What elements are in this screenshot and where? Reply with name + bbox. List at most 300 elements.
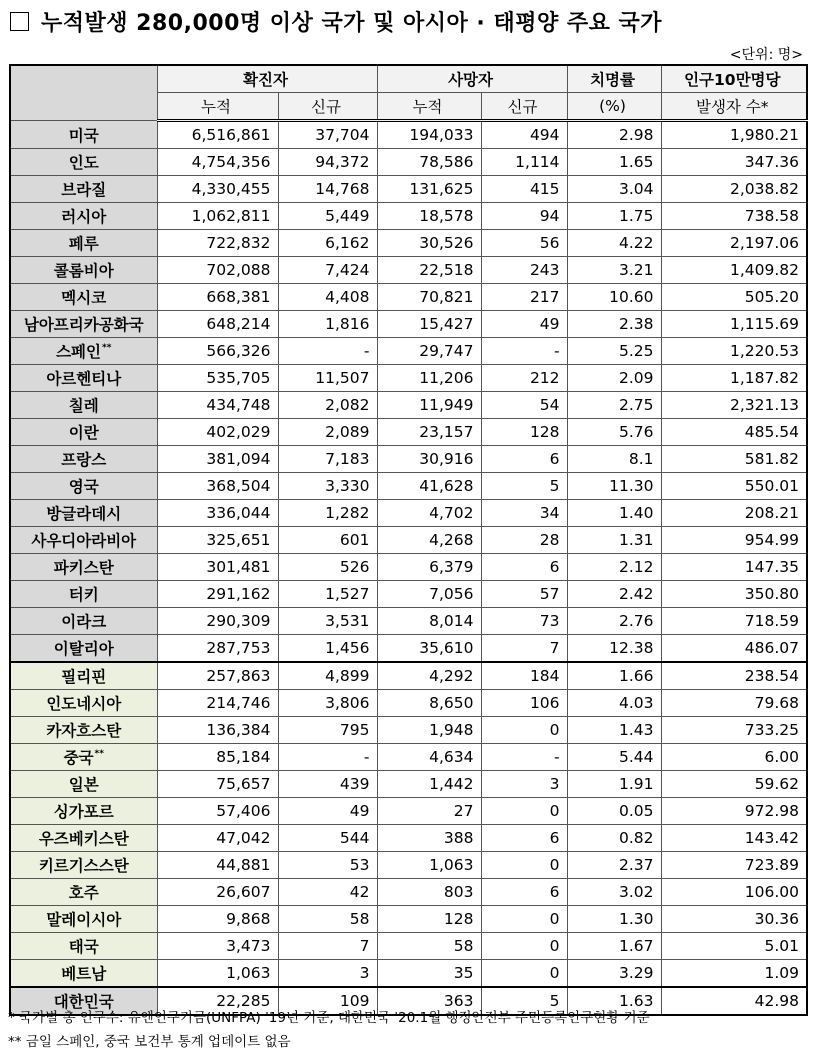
table-row bbox=[10, 500, 807, 527]
country-cell bbox=[10, 933, 157, 960]
confirmed-cumulative-cell: 4,754,356 bbox=[157, 149, 278, 176]
header-fatality-rate: 치명률 bbox=[567, 65, 661, 93]
country-name: 중국 bbox=[63, 749, 94, 767]
per100k-cell: 5.01 bbox=[661, 933, 807, 960]
country-name: 영국 bbox=[68, 478, 99, 496]
confirmed-cumulative-cell: 702,088 bbox=[157, 257, 278, 284]
deaths-cumulative-cell: 4,702 bbox=[377, 500, 481, 527]
confirmed-new-cell: 109 bbox=[278, 987, 377, 1015]
confirmed-cumulative-cell: 22,285 bbox=[157, 987, 278, 1015]
header-confirmed: 확진자 bbox=[157, 65, 377, 93]
fatality-rate-cell: 3.04 bbox=[567, 176, 661, 203]
confirmed-new-cell: 58 bbox=[278, 906, 377, 933]
confirmed-new-cell: 544 bbox=[278, 825, 377, 852]
confirmed-new-cell: 2,089 bbox=[278, 419, 377, 446]
country-cell bbox=[10, 717, 157, 744]
country-cell bbox=[10, 257, 157, 284]
confirmed-new-cell: 94,372 bbox=[278, 149, 377, 176]
table-row bbox=[10, 311, 807, 338]
confirmed-new-cell: 6,162 bbox=[278, 230, 377, 257]
deaths-cumulative-cell: 1,442 bbox=[377, 771, 481, 798]
country-cell bbox=[10, 365, 157, 392]
country-cell bbox=[10, 960, 157, 988]
fatality-rate-cell: 0.82 bbox=[567, 825, 661, 852]
confirmed-cumulative-cell: 722,832 bbox=[157, 230, 278, 257]
table-row bbox=[10, 473, 807, 500]
confirmed-cumulative-cell: 535,705 bbox=[157, 365, 278, 392]
confirmed-cumulative-cell: 4,330,455 bbox=[157, 176, 278, 203]
deaths-new-cell: 5 bbox=[481, 987, 567, 1015]
country-cell bbox=[10, 798, 157, 825]
header-deaths: 사망자 bbox=[377, 65, 567, 93]
per100k-cell: 350.80 bbox=[661, 581, 807, 608]
deaths-cumulative-cell: 7,056 bbox=[377, 581, 481, 608]
confirmed-cumulative-cell: 3,473 bbox=[157, 933, 278, 960]
country-cell bbox=[10, 554, 157, 581]
deaths-cumulative-cell: 8,650 bbox=[377, 690, 481, 717]
fatality-rate-cell: 2.42 bbox=[567, 581, 661, 608]
per100k-cell: 581.82 bbox=[661, 446, 807, 473]
confirmed-cumulative-cell: 47,042 bbox=[157, 825, 278, 852]
confirmed-cumulative-cell: 291,162 bbox=[157, 581, 278, 608]
deaths-new-cell: 0 bbox=[481, 852, 567, 879]
country-name: 이탈리아 bbox=[53, 640, 114, 658]
fatality-rate-cell: 4.03 bbox=[567, 690, 661, 717]
country-name: 아르헨티나 bbox=[46, 370, 122, 388]
fatality-rate-cell: 0.05 bbox=[567, 798, 661, 825]
confirmed-new-cell: 3 bbox=[278, 960, 377, 988]
country-cell bbox=[10, 852, 157, 879]
country-name: 스페인 bbox=[56, 343, 101, 361]
confirmed-new-cell: 7,424 bbox=[278, 257, 377, 284]
per100k-cell: 106.00 bbox=[661, 879, 807, 906]
per100k-cell: 2,197.06 bbox=[661, 230, 807, 257]
confirmed-cumulative-cell: 434,748 bbox=[157, 392, 278, 419]
country-name: 말레이시아 bbox=[46, 911, 122, 929]
deaths-new-cell: 243 bbox=[481, 257, 567, 284]
country-cell bbox=[10, 284, 157, 311]
deaths-cumulative-cell: 131,625 bbox=[377, 176, 481, 203]
fatality-rate-cell: 2.09 bbox=[567, 365, 661, 392]
covid-country-table bbox=[9, 64, 808, 1016]
deaths-cumulative-cell: 58 bbox=[377, 933, 481, 960]
confirmed-new-cell: 4,899 bbox=[278, 662, 377, 690]
deaths-new-cell: 494 bbox=[481, 121, 567, 149]
country-cell bbox=[10, 771, 157, 798]
country-name: 러시아 bbox=[61, 208, 107, 226]
deaths-cumulative-cell: 6,379 bbox=[377, 554, 481, 581]
table-row bbox=[10, 690, 807, 717]
country-name: 인도 bbox=[68, 154, 99, 172]
country-name: 싱가포르 bbox=[53, 803, 114, 821]
table-row bbox=[10, 852, 807, 879]
header-fatality-rate-unit: (%) bbox=[567, 93, 661, 121]
confirmed-cumulative-cell: 85,184 bbox=[157, 744, 278, 771]
per100k-cell: 505.20 bbox=[661, 284, 807, 311]
table-row bbox=[10, 662, 807, 690]
fatality-rate-cell: 3.21 bbox=[567, 257, 661, 284]
confirmed-new-cell: 4,408 bbox=[278, 284, 377, 311]
confirmed-cumulative-cell: 402,029 bbox=[157, 419, 278, 446]
confirmed-cumulative-cell: 257,863 bbox=[157, 662, 278, 690]
per100k-cell: 485.54 bbox=[661, 419, 807, 446]
footnote-no-update: ** 금일 스페인, 중국 보건부 통계 업데이트 없음 bbox=[8, 1034, 291, 1050]
confirmed-new-cell: 3,531 bbox=[278, 608, 377, 635]
fatality-rate-cell: 1.67 bbox=[567, 933, 661, 960]
fatality-rate-cell: 1.66 bbox=[567, 662, 661, 690]
country-cell bbox=[10, 311, 157, 338]
country-cell bbox=[10, 203, 157, 230]
deaths-cumulative-cell: 70,821 bbox=[377, 284, 481, 311]
per100k-cell: 723.89 bbox=[661, 852, 807, 879]
fatality-rate-cell: 1.43 bbox=[567, 717, 661, 744]
confirmed-cumulative-cell: 26,607 bbox=[157, 879, 278, 906]
per100k-cell: 1,980.21 bbox=[661, 121, 807, 149]
deaths-new-cell: 217 bbox=[481, 284, 567, 311]
corner-header-cell bbox=[10, 65, 157, 121]
confirmed-cumulative-cell: 57,406 bbox=[157, 798, 278, 825]
country-name: 브라질 bbox=[61, 181, 107, 199]
table-row bbox=[10, 635, 807, 663]
deaths-new-cell: 5 bbox=[481, 473, 567, 500]
confirmed-new-cell: 795 bbox=[278, 717, 377, 744]
deaths-cumulative-cell: 128 bbox=[377, 906, 481, 933]
confirmed-new-cell: 526 bbox=[278, 554, 377, 581]
table-row bbox=[10, 203, 807, 230]
fatality-rate-cell: 2.37 bbox=[567, 852, 661, 879]
fatality-rate-cell: 2.75 bbox=[567, 392, 661, 419]
footnote-mark: ** bbox=[102, 343, 112, 353]
per100k-cell: 2,321.13 bbox=[661, 392, 807, 419]
table-row bbox=[10, 365, 807, 392]
deaths-cumulative-cell: 27 bbox=[377, 798, 481, 825]
confirmed-new-cell: - bbox=[278, 338, 377, 365]
table-row bbox=[10, 419, 807, 446]
country-cell bbox=[10, 879, 157, 906]
deaths-cumulative-cell: 194,033 bbox=[377, 121, 481, 149]
deaths-cumulative-cell: 41,628 bbox=[377, 473, 481, 500]
country-name: 방글라데시 bbox=[46, 505, 122, 523]
per100k-cell: 1,115.69 bbox=[661, 311, 807, 338]
deaths-cumulative-cell: 1,063 bbox=[377, 852, 481, 879]
deaths-cumulative-cell: 803 bbox=[377, 879, 481, 906]
deaths-new-cell: 7 bbox=[481, 635, 567, 663]
deaths-new-cell: 54 bbox=[481, 392, 567, 419]
confirmed-cumulative-cell: 336,044 bbox=[157, 500, 278, 527]
header-deaths-cumulative: 누적 bbox=[377, 93, 481, 121]
per100k-cell: 972.98 bbox=[661, 798, 807, 825]
deaths-cumulative-cell: 11,949 bbox=[377, 392, 481, 419]
deaths-cumulative-cell: 29,747 bbox=[377, 338, 481, 365]
table-row bbox=[10, 338, 807, 365]
per100k-cell: 486.07 bbox=[661, 635, 807, 663]
header-deaths-new: 신규 bbox=[481, 93, 567, 121]
country-cell bbox=[10, 581, 157, 608]
confirmed-cumulative-cell: 44,881 bbox=[157, 852, 278, 879]
confirmed-cumulative-cell: 6,516,861 bbox=[157, 121, 278, 149]
table-row bbox=[10, 554, 807, 581]
per100k-cell: 238.54 bbox=[661, 662, 807, 690]
country-cell bbox=[10, 690, 157, 717]
table-row bbox=[10, 771, 807, 798]
table-row bbox=[10, 798, 807, 825]
deaths-new-cell: 415 bbox=[481, 176, 567, 203]
per100k-cell: 208.21 bbox=[661, 500, 807, 527]
confirmed-cumulative-cell: 648,214 bbox=[157, 311, 278, 338]
country-name: 대한민국 bbox=[53, 993, 114, 1011]
deaths-new-cell: 49 bbox=[481, 311, 567, 338]
confirmed-cumulative-cell: 368,504 bbox=[157, 473, 278, 500]
deaths-new-cell: 6 bbox=[481, 446, 567, 473]
fatality-rate-cell: 5.76 bbox=[567, 419, 661, 446]
fatality-rate-cell: 8.1 bbox=[567, 446, 661, 473]
deaths-new-cell: 6 bbox=[481, 879, 567, 906]
confirmed-new-cell: 7,183 bbox=[278, 446, 377, 473]
per100k-cell: 30.36 bbox=[661, 906, 807, 933]
confirmed-new-cell: 7 bbox=[278, 933, 377, 960]
country-name: 페루 bbox=[68, 235, 99, 253]
confirmed-new-cell: 49 bbox=[278, 798, 377, 825]
header-per100k: 인구10만명당 bbox=[661, 65, 807, 93]
country-name: 이란 bbox=[68, 424, 99, 442]
title-text: 누적발생 280,000명 이상 국가 및 아시아 · 태평양 주요 국가 bbox=[41, 11, 663, 36]
table-row bbox=[10, 176, 807, 203]
deaths-cumulative-cell: 35,610 bbox=[377, 635, 481, 663]
fatality-rate-cell: 5.25 bbox=[567, 338, 661, 365]
confirmed-cumulative-cell: 214,746 bbox=[157, 690, 278, 717]
country-name: 칠레 bbox=[68, 397, 99, 415]
per100k-cell: 1,409.82 bbox=[661, 257, 807, 284]
deaths-new-cell: 6 bbox=[481, 554, 567, 581]
country-cell bbox=[10, 149, 157, 176]
deaths-cumulative-cell: 4,268 bbox=[377, 527, 481, 554]
confirmed-new-cell: 11,507 bbox=[278, 365, 377, 392]
fatality-rate-cell: 10.60 bbox=[567, 284, 661, 311]
header-per100k-line2: 발생자 수* bbox=[661, 93, 807, 121]
per100k-cell: 1,220.53 bbox=[661, 338, 807, 365]
country-cell bbox=[10, 230, 157, 257]
country-name: 카자흐스탄 bbox=[46, 722, 122, 740]
table-row bbox=[10, 121, 807, 149]
per100k-cell: 147.35 bbox=[661, 554, 807, 581]
fatality-rate-cell: 1.31 bbox=[567, 527, 661, 554]
header-confirmed-new: 신규 bbox=[278, 93, 377, 121]
checkbox-square-icon bbox=[10, 12, 29, 31]
confirmed-cumulative-cell: 9,868 bbox=[157, 906, 278, 933]
deaths-cumulative-cell: 15,427 bbox=[377, 311, 481, 338]
per100k-cell: 954.99 bbox=[661, 527, 807, 554]
country-cell bbox=[10, 662, 157, 690]
deaths-new-cell: 28 bbox=[481, 527, 567, 554]
country-cell bbox=[10, 121, 157, 149]
deaths-cumulative-cell: 22,518 bbox=[377, 257, 481, 284]
deaths-cumulative-cell: 23,157 bbox=[377, 419, 481, 446]
table-row bbox=[10, 879, 807, 906]
deaths-new-cell: 73 bbox=[481, 608, 567, 635]
country-name: 이라크 bbox=[61, 613, 107, 631]
confirmed-cumulative-cell: 301,481 bbox=[157, 554, 278, 581]
deaths-cumulative-cell: 388 bbox=[377, 825, 481, 852]
country-name: 프랑스 bbox=[61, 451, 107, 469]
per100k-cell: 550.01 bbox=[661, 473, 807, 500]
confirmed-new-cell: 42 bbox=[278, 879, 377, 906]
per100k-cell: 6.00 bbox=[661, 744, 807, 771]
country-cell bbox=[10, 392, 157, 419]
deaths-new-cell: 0 bbox=[481, 798, 567, 825]
country-cell bbox=[10, 500, 157, 527]
table-row bbox=[10, 149, 807, 176]
confirmed-new-cell: 5,449 bbox=[278, 203, 377, 230]
per100k-cell: 143.42 bbox=[661, 825, 807, 852]
deaths-cumulative-cell: 8,014 bbox=[377, 608, 481, 635]
country-cell bbox=[10, 744, 157, 771]
confirmed-new-cell: 2,082 bbox=[278, 392, 377, 419]
fatality-rate-cell: 2.12 bbox=[567, 554, 661, 581]
fatality-rate-cell: 1.75 bbox=[567, 203, 661, 230]
deaths-new-cell: - bbox=[481, 338, 567, 365]
deaths-cumulative-cell: 18,578 bbox=[377, 203, 481, 230]
confirmed-new-cell: 1,527 bbox=[278, 581, 377, 608]
fatality-rate-cell: 1.65 bbox=[567, 149, 661, 176]
confirmed-cumulative-cell: 287,753 bbox=[157, 635, 278, 663]
table-row bbox=[10, 446, 807, 473]
deaths-cumulative-cell: 30,526 bbox=[377, 230, 481, 257]
country-name: 베트남 bbox=[61, 965, 107, 983]
footnotes bbox=[8, 1006, 650, 1054]
confirmed-cumulative-cell: 136,384 bbox=[157, 717, 278, 744]
table-row bbox=[10, 825, 807, 852]
deaths-new-cell: 94 bbox=[481, 203, 567, 230]
unit-label: <단위: 명> bbox=[729, 47, 803, 63]
confirmed-new-cell: 53 bbox=[278, 852, 377, 879]
table-row bbox=[10, 906, 807, 933]
fatality-rate-cell: 4.22 bbox=[567, 230, 661, 257]
country-name: 콜롬비아 bbox=[53, 262, 114, 280]
deaths-new-cell: 34 bbox=[481, 500, 567, 527]
per100k-cell: 1,187.82 bbox=[661, 365, 807, 392]
country-cell bbox=[10, 527, 157, 554]
deaths-new-cell: 0 bbox=[481, 906, 567, 933]
deaths-new-cell: 57 bbox=[481, 581, 567, 608]
deaths-new-cell: 184 bbox=[481, 662, 567, 690]
per100k-cell: 79.68 bbox=[661, 690, 807, 717]
per100k-cell: 347.36 bbox=[661, 149, 807, 176]
country-name: 필리핀 bbox=[61, 668, 107, 686]
table-row bbox=[10, 527, 807, 554]
fatality-rate-cell: 5.44 bbox=[567, 744, 661, 771]
table-row bbox=[10, 960, 807, 988]
country-cell bbox=[10, 338, 157, 365]
country-name: 멕시코 bbox=[61, 289, 107, 307]
fatality-rate-cell: 1.63 bbox=[567, 987, 661, 1015]
table-row bbox=[10, 933, 807, 960]
country-name: 남아프리카공화국 bbox=[23, 316, 144, 334]
deaths-cumulative-cell: 11,206 bbox=[377, 365, 481, 392]
country-name: 파키스탄 bbox=[53, 559, 114, 577]
deaths-cumulative-cell: 78,586 bbox=[377, 149, 481, 176]
deaths-new-cell: 56 bbox=[481, 230, 567, 257]
confirmed-cumulative-cell: 290,309 bbox=[157, 608, 278, 635]
deaths-cumulative-cell: 4,292 bbox=[377, 662, 481, 690]
deaths-new-cell: 106 bbox=[481, 690, 567, 717]
confirmed-cumulative-cell: 566,326 bbox=[157, 338, 278, 365]
deaths-new-cell: 0 bbox=[481, 717, 567, 744]
country-name: 호주 bbox=[68, 884, 99, 902]
table-row bbox=[10, 230, 807, 257]
table-row bbox=[10, 284, 807, 311]
country-name: 터키 bbox=[68, 586, 99, 604]
confirmed-cumulative-cell: 75,657 bbox=[157, 771, 278, 798]
per100k-cell: 2,038.82 bbox=[661, 176, 807, 203]
confirmed-cumulative-cell: 1,063 bbox=[157, 960, 278, 988]
table-row bbox=[10, 392, 807, 419]
deaths-new-cell: 212 bbox=[481, 365, 567, 392]
deaths-new-cell: 6 bbox=[481, 825, 567, 852]
confirmed-new-cell: 1,456 bbox=[278, 635, 377, 663]
confirmed-new-cell: 601 bbox=[278, 527, 377, 554]
country-name: 태국 bbox=[68, 938, 99, 956]
country-cell bbox=[10, 419, 157, 446]
deaths-new-cell: - bbox=[481, 744, 567, 771]
per100k-cell: 42.98 bbox=[661, 987, 807, 1015]
per100k-cell: 1.09 bbox=[661, 960, 807, 988]
deaths-new-cell: 128 bbox=[481, 419, 567, 446]
country-cell bbox=[10, 825, 157, 852]
country-cell bbox=[10, 608, 157, 635]
footnote-mark: ** bbox=[94, 749, 104, 759]
deaths-cumulative-cell: 4,634 bbox=[377, 744, 481, 771]
table-row bbox=[10, 257, 807, 284]
confirmed-new-cell: - bbox=[278, 744, 377, 771]
deaths-new-cell: 0 bbox=[481, 960, 567, 988]
fatality-rate-cell: 1.30 bbox=[567, 906, 661, 933]
country-cell bbox=[10, 635, 157, 663]
deaths-cumulative-cell: 1,948 bbox=[377, 717, 481, 744]
confirmed-cumulative-cell: 668,381 bbox=[157, 284, 278, 311]
deaths-cumulative-cell: 363 bbox=[377, 987, 481, 1015]
fatality-rate-cell: 2.98 bbox=[567, 121, 661, 149]
confirmed-cumulative-cell: 381,094 bbox=[157, 446, 278, 473]
fatality-rate-cell: 1.40 bbox=[567, 500, 661, 527]
per100k-cell: 733.25 bbox=[661, 717, 807, 744]
deaths-new-cell: 3 bbox=[481, 771, 567, 798]
country-name: 우즈베키스탄 bbox=[38, 830, 129, 848]
fatality-rate-cell: 12.38 bbox=[567, 635, 661, 663]
per100k-cell: 59.62 bbox=[661, 771, 807, 798]
page-title bbox=[10, 6, 662, 37]
confirmed-new-cell: 3,806 bbox=[278, 690, 377, 717]
confirmed-new-cell: 1,282 bbox=[278, 500, 377, 527]
footnote-population: * 국가별 총 인구수: 유엔인구기금(UNFPA) '19년 기준, 대한민국 '20.1월 행정안전부 주민등록인구현황 기준 bbox=[8, 1010, 650, 1026]
table-row bbox=[10, 717, 807, 744]
country-cell bbox=[10, 473, 157, 500]
confirmed-cumulative-cell: 1,062,811 bbox=[157, 203, 278, 230]
country-name: 키르기스스탄 bbox=[38, 857, 129, 875]
country-cell bbox=[10, 176, 157, 203]
country-cell bbox=[10, 906, 157, 933]
confirmed-new-cell: 3,330 bbox=[278, 473, 377, 500]
per100k-cell: 738.58 bbox=[661, 203, 807, 230]
table-row bbox=[10, 608, 807, 635]
country-name: 미국 bbox=[68, 126, 99, 145]
fatality-rate-cell: 1.91 bbox=[567, 771, 661, 798]
deaths-cumulative-cell: 35 bbox=[377, 960, 481, 988]
fatality-rate-cell: 3.29 bbox=[567, 960, 661, 988]
confirmed-new-cell: 37,704 bbox=[278, 121, 377, 149]
fatality-rate-cell: 11.30 bbox=[567, 473, 661, 500]
fatality-rate-cell: 2.76 bbox=[567, 608, 661, 635]
table-row bbox=[10, 581, 807, 608]
